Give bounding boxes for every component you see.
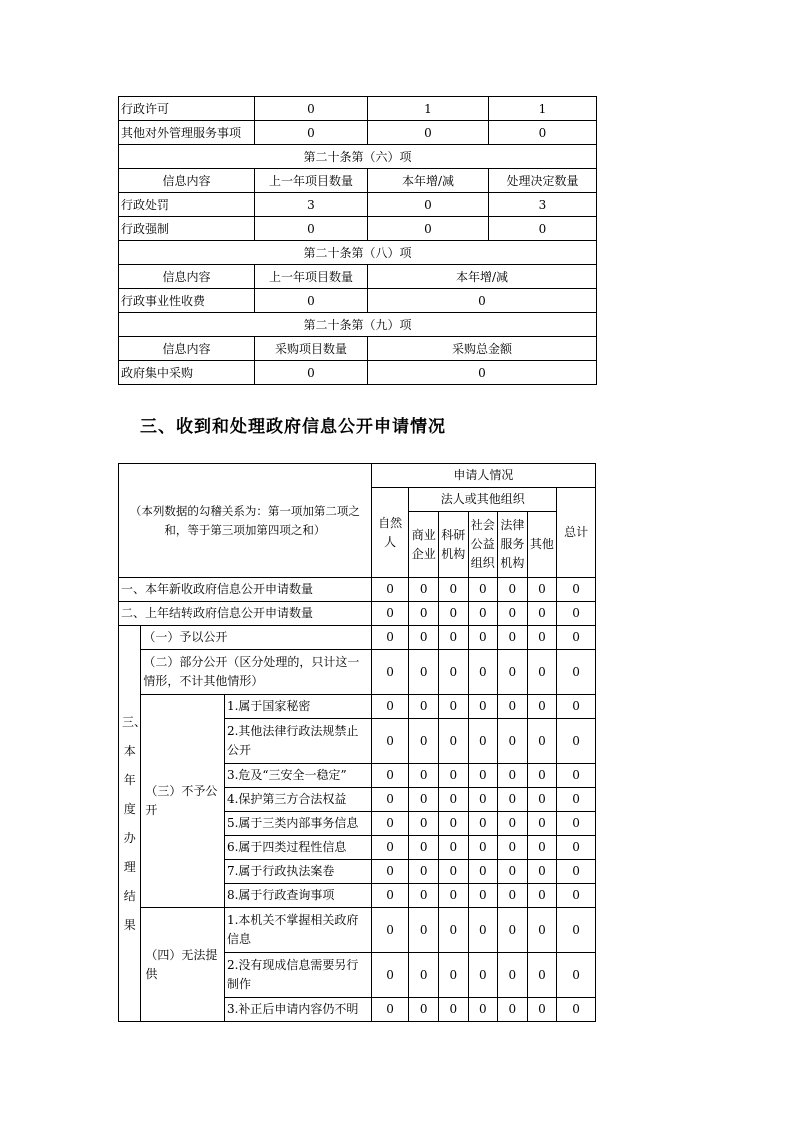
cell-value: 0 [371,626,409,650]
cell-value: 0 [498,695,528,719]
cell-value: 0 [409,953,439,998]
cell-value: 0 [409,626,439,650]
cell-value: 0 [409,602,439,626]
cell-value: 0 [438,908,468,953]
cell-value: 0 [371,812,409,836]
column-header: 信息内容 [119,337,255,361]
cell-value: 0 [371,788,409,812]
table-row [119,908,596,953]
cell-value: 0 [498,626,528,650]
cell-value: 0 [468,836,498,860]
column-header: 本年增/减 [368,169,489,193]
row-group-label: （三）不予公开 [141,695,225,908]
cell-value: 0 [557,626,596,650]
column-header: 采购总金额 [368,337,597,361]
cell-value: 0 [498,764,528,788]
cell-value: 0 [527,719,557,764]
row-label: 3.危及“三安全一稳定” [224,764,371,788]
cell-value: 0 [527,953,557,998]
cell-value: 0 [468,884,498,908]
column-header: 信息内容 [119,169,255,193]
total-header: 总计 [557,488,596,578]
cell-value: 0 [368,289,597,313]
row-label: 6.属于四类过程性信息 [224,836,371,860]
cell-value: 0 [557,953,596,998]
cell-value: 0 [438,764,468,788]
cell-value: 0 [557,998,596,1022]
row-label: 行政事业性收费 [119,289,255,313]
header-row [119,265,597,289]
cell-value: 3 [255,193,368,217]
cell-value: 0 [557,719,596,764]
cell-value: 0 [527,998,557,1022]
cell-value: 0 [498,719,528,764]
cell-value: 0 [527,908,557,953]
cell-value: 0 [468,626,498,650]
cell-value: 0 [409,788,439,812]
cell-value: 0 [498,953,528,998]
cell-value: 0 [468,650,498,695]
cell-value: 0 [557,812,596,836]
cell-value: 0 [438,836,468,860]
cell-value: 0 [468,764,498,788]
cell-value: 0 [371,764,409,788]
row-label: 4.保护第三方合法权益 [224,788,371,812]
table-row [119,193,597,217]
cell-value: 0 [255,289,368,313]
cell-value: 0 [371,650,409,695]
table-row [119,361,597,385]
cell-value: 0 [438,998,468,1022]
cell-value: 0 [557,764,596,788]
cell-value: 0 [498,812,528,836]
section-title-row [119,241,597,265]
header-row [119,337,597,361]
cell-value: 0 [409,998,439,1022]
statistics-table-1 [118,96,597,385]
cell-value: 0 [557,908,596,953]
sub-header: 法律服务机构 [498,512,528,578]
cell-value: 0 [368,217,489,241]
cell-value: 0 [527,695,557,719]
cell-value: 0 [557,695,596,719]
row-label: 其他对外管理服务事项 [119,121,255,145]
cell-value: 0 [409,764,439,788]
table-row [119,602,596,626]
cell-value: 0 [368,361,597,385]
cell-value: 0 [527,860,557,884]
row-label: 3.补正后申请内容仍不明 [224,998,371,1022]
cell-value: 3 [489,193,597,217]
cell-value: 0 [489,121,597,145]
cell-value: 0 [527,764,557,788]
cell-value: 0 [557,860,596,884]
cell-value: 0 [468,719,498,764]
cell-value: 0 [438,953,468,998]
cell-value: 0 [409,719,439,764]
cell-value: 0 [371,578,409,602]
cell-value: 1 [489,97,597,121]
cell-value: 0 [438,626,468,650]
row-label: 政府集中采购 [119,361,255,385]
cell-value: 0 [438,860,468,884]
table-row [119,650,596,695]
cell-value: 0 [527,812,557,836]
cell-value: 0 [498,650,528,695]
cell-value: 0 [438,650,468,695]
column-header: 上一年项目数量 [255,169,368,193]
row-label: （一）予以公开 [141,626,371,650]
cell-value: 0 [438,695,468,719]
cell-value: 0 [409,836,439,860]
section-title-row [119,145,597,169]
cell-value: 0 [255,97,368,121]
section-title: 第二十条第（九）项 [119,313,597,337]
sub-header: 商业企业 [409,512,439,578]
cell-value: 0 [468,812,498,836]
cell-value: 0 [371,953,409,998]
cell-value: 0 [255,361,368,385]
cell-value: 0 [557,836,596,860]
cell-value: 0 [527,626,557,650]
row-label: 行政许可 [119,97,255,121]
cell-value: 0 [371,908,409,953]
sub-header: 科研机构 [438,512,468,578]
cell-value: 0 [438,884,468,908]
row-group-label: （四）无法提供 [141,908,225,1022]
note-cell: （本列数据的勾稽关系为：第一项加第二项之和，等于第三项加第四项之和） [119,464,372,578]
cell-value: 0 [557,650,596,695]
table-row [119,121,597,145]
cell-value: 0 [498,908,528,953]
sub-header: 社会公益组织 [468,512,498,578]
cell-value: 0 [409,812,439,836]
cell-value: 0 [468,998,498,1022]
cell-value: 0 [498,602,528,626]
cell-value: 0 [438,578,468,602]
row-label: （二）部分公开（区分处理的，只计这一情形，不计其他情形） [141,650,371,695]
cell-value: 0 [255,121,368,145]
cell-value: 0 [409,908,439,953]
cell-value: 0 [371,998,409,1022]
cell-value: 0 [438,719,468,764]
cell-value: 0 [371,884,409,908]
cell-value: 0 [255,217,368,241]
cell-value: 0 [468,602,498,626]
row-label: 行政强制 [119,217,255,241]
header-row [119,169,597,193]
cell-value: 0 [527,602,557,626]
cell-value: 0 [368,193,489,217]
cell-value: 0 [527,650,557,695]
cell-value: 0 [409,695,439,719]
section-title: 第二十条第（六）项 [119,145,597,169]
cell-value: 0 [557,788,596,812]
table-row [119,289,597,313]
section-heading: 三、收到和处理政府信息公开申请情况 [140,417,446,437]
table-row [119,578,596,602]
cell-value: 0 [409,578,439,602]
legal-entity-header: 法人或其他组织 [409,488,557,512]
sub-header: 其他 [527,512,557,578]
cell-value: 0 [371,602,409,626]
cell-value: 0 [409,650,439,695]
header-row [119,464,596,488]
row-label: 1.本机关不掌握相关政府信息 [224,908,371,953]
cell-value: 0 [371,836,409,860]
row-label: 1.属于国家秘密 [224,695,371,719]
cell-value: 0 [468,953,498,998]
cell-value: 0 [409,860,439,884]
cell-value: 0 [371,719,409,764]
cell-value: 0 [498,860,528,884]
natural-person-header: 自然人 [371,488,409,578]
cell-value: 1 [368,97,489,121]
row-label: 一、本年新收政府信息公开申请数量 [119,578,372,602]
cell-value: 0 [527,578,557,602]
cell-value: 0 [557,578,596,602]
cell-value: 0 [557,602,596,626]
column-header: 信息内容 [119,265,255,289]
section-title: 第二十条第（八）项 [119,241,597,265]
cell-value: 0 [409,884,439,908]
column-header: 处理决定数量 [489,169,597,193]
cell-value: 0 [557,884,596,908]
section-title-row [119,313,597,337]
table-row [119,217,597,241]
cell-value: 0 [527,884,557,908]
cell-value: 0 [438,602,468,626]
column-header: 本年增/减 [368,265,597,289]
statistics-table-2 [118,463,596,1022]
cell-value: 0 [368,121,489,145]
column-header: 上一年项目数量 [255,265,368,289]
row-label: 二、上年结转政府信息公开申请数量 [119,602,372,626]
cell-value: 0 [468,860,498,884]
cell-value: 0 [498,836,528,860]
row-label: 5.属于三类内部事务信息 [224,812,371,836]
cell-value: 0 [468,908,498,953]
table-row [119,695,596,719]
cell-value: 0 [527,788,557,812]
column-header: 采购项目数量 [255,337,368,361]
cell-value: 0 [468,578,498,602]
cell-value: 0 [527,836,557,860]
cell-value: 0 [371,860,409,884]
row-label: 8.属于行政查询事项 [224,884,371,908]
table-row [119,97,597,121]
row-label: 2.没有现成信息需要另行制作 [224,953,371,998]
result-group-label: 三、本年度办理结果 [119,626,141,1022]
row-label: 行政处罚 [119,193,255,217]
cell-value: 0 [438,788,468,812]
cell-value: 0 [498,884,528,908]
applicant-header: 申请人情况 [371,464,595,488]
cell-value: 0 [468,695,498,719]
cell-value: 0 [489,217,597,241]
row-label: 7.属于行政执法案卷 [224,860,371,884]
cell-value: 0 [371,695,409,719]
cell-value: 0 [438,812,468,836]
cell-value: 0 [498,578,528,602]
table-row [119,626,596,650]
row-label: 2.其他法律行政法规禁止公开 [224,719,371,764]
cell-value: 0 [468,788,498,812]
cell-value: 0 [498,998,528,1022]
cell-value: 0 [498,788,528,812]
